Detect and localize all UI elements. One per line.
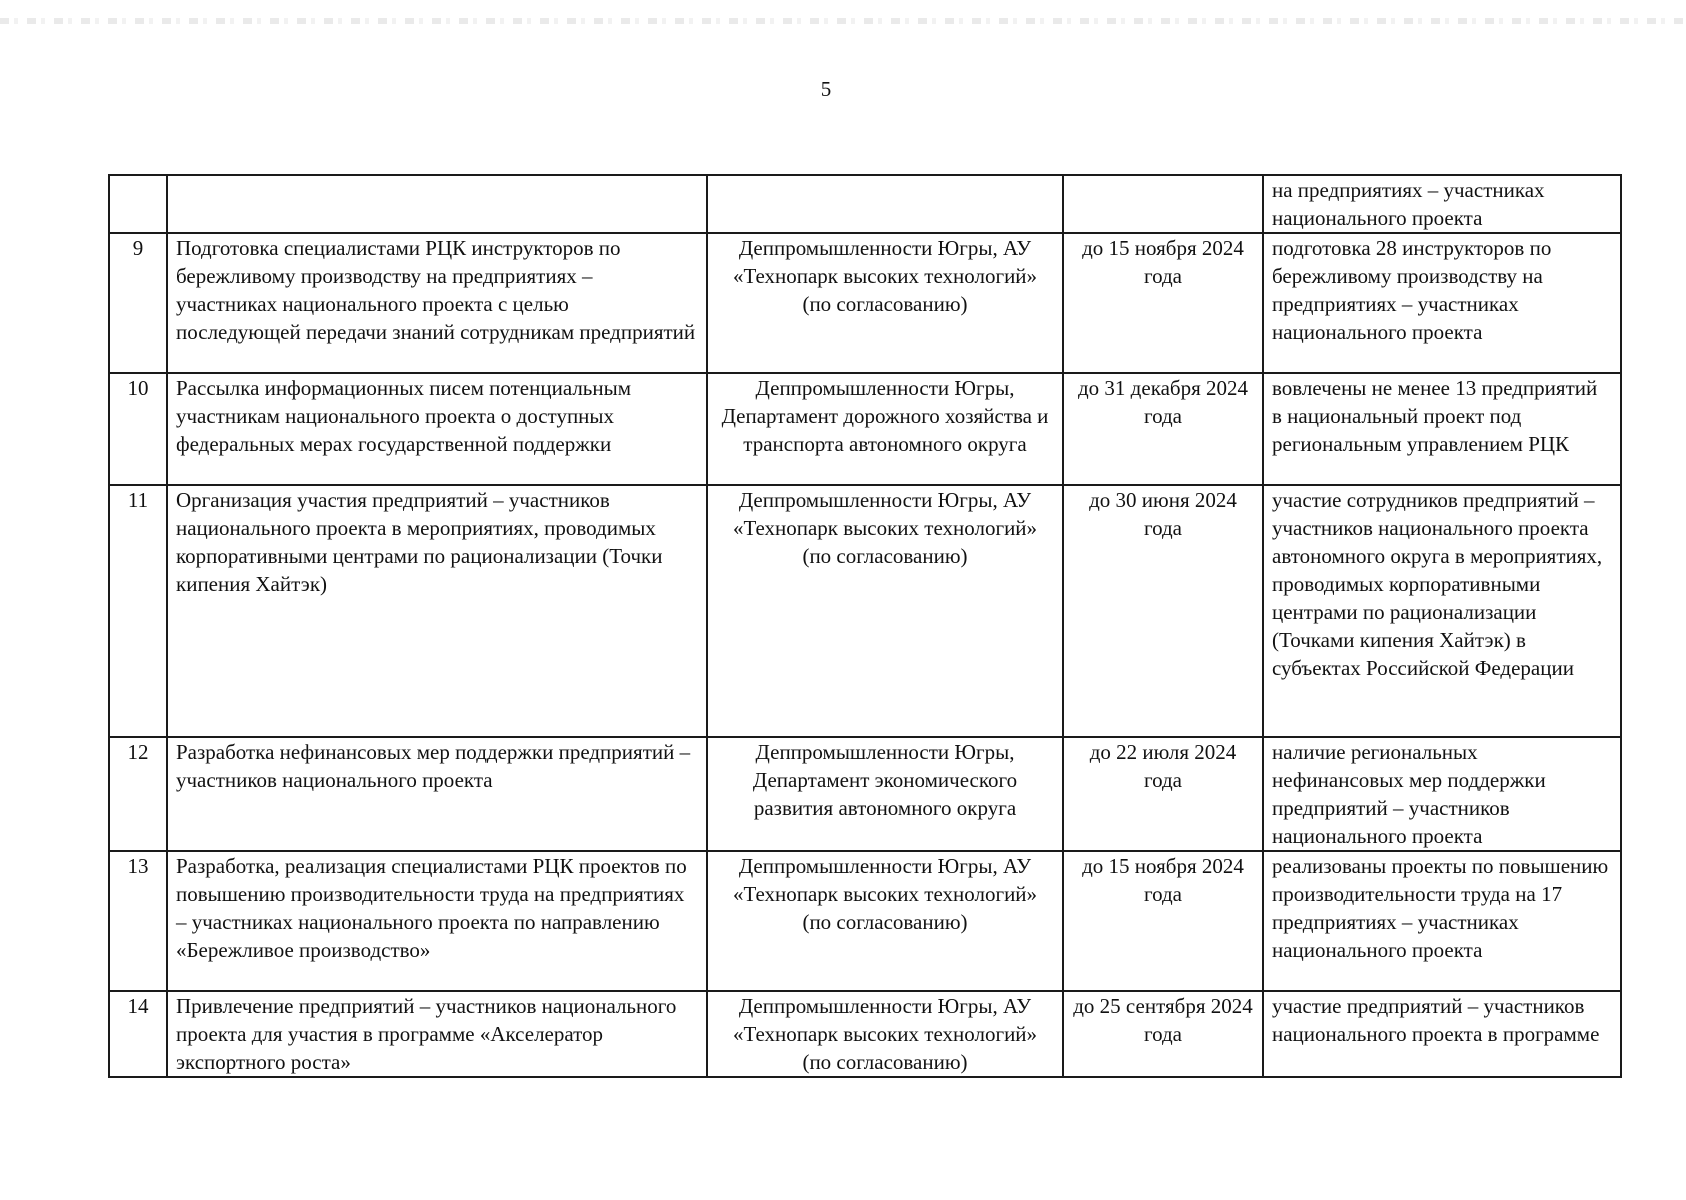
deadline-cell: до 15 ноября 2024 года — [1063, 233, 1263, 373]
table-row — [109, 851, 1621, 991]
deadline-cell: до 22 июля 2024 года — [1063, 737, 1263, 851]
row-number: 12 — [109, 737, 167, 851]
result-cell: участие сотрудников предприятий – участников национального проекта автономного округа в мероприятиях, проводимых корпоративными центрами по рационализации (Точками кипения Хайтэк) в субъектах Российской Федерации — [1263, 485, 1621, 737]
event-cell: Рассылка информационных писем потенциальным участникам национального проекта о доступных федеральных мерах государственной поддержки — [167, 373, 707, 485]
event-cell — [167, 175, 707, 233]
responsible-cell: Деппромышленности Югры, Департамент экономического развития автономного округа — [707, 737, 1063, 851]
result-cell: на предприятиях – участниках национального проекта — [1263, 175, 1621, 233]
table-row — [109, 737, 1621, 851]
row-number: 10 — [109, 373, 167, 485]
event-cell: Разработка, реализация специалистами РЦК проектов по повышению производительности труда на предприятиях – участниках национального проекта по направлению «Бережливое производство» — [167, 851, 707, 991]
event-cell: Подготовка специалистами РЦК инструкторов по бережливому производству на предприятиях – участниках национального проекта с целью последующей передачи знаний сотрудникам предприятий — [167, 233, 707, 373]
deadline-cell: до 30 июня 2024 года — [1063, 485, 1263, 737]
responsible-cell: Деппромышленности Югры, АУ «Технопарк высоких технологий» (по согласованию) — [707, 991, 1063, 1077]
event-cell: Организация участия предприятий – участников национального проекта в мероприятиях, проводимых корпоративными центрами по рационализации (Точки кипения Хайтэк) — [167, 485, 707, 737]
page-number: 5 — [820, 77, 832, 101]
responsible-cell: Деппромышленности Югры, Департамент дорожного хозяйства и транспорта автономного округа — [707, 373, 1063, 485]
scan-edge-artifact — [0, 18, 1686, 24]
measures-table — [108, 174, 1622, 1078]
responsible-cell: Деппромышленности Югры, АУ «Технопарк высоких технологий» (по согласованию) — [707, 233, 1063, 373]
result-cell: реализованы проекты по повышению производительности труда на 17 предприятиях – участниках национального проекта — [1263, 851, 1621, 991]
table-row — [109, 175, 1621, 233]
row-number: 11 — [109, 485, 167, 737]
result-cell: подготовка 28 инструкторов по бережливому производству на предприятиях – участниках национального проекта — [1263, 233, 1621, 373]
responsible-cell: Деппромышленности Югры, АУ «Технопарк высоких технологий» (по согласованию) — [707, 851, 1063, 991]
responsible-cell: Деппромышленности Югры, АУ «Технопарк высоких технологий» (по согласованию) — [707, 485, 1063, 737]
row-number: 14 — [109, 991, 167, 1077]
table-row — [109, 233, 1621, 373]
result-cell: вовлечены не менее 13 предприятий в национальный проект под региональным управлением РЦК — [1263, 373, 1621, 485]
event-cell: Разработка нефинансовых мер поддержки предприятий – участников национального проекта — [167, 737, 707, 851]
deadline-cell: до 15 ноября 2024 года — [1063, 851, 1263, 991]
event-cell: Привлечение предприятий – участников национального проекта для участия в программе «Акселератор экспортного роста» — [167, 991, 707, 1077]
deadline-cell — [1063, 175, 1263, 233]
table-row — [109, 485, 1621, 737]
responsible-cell — [707, 175, 1063, 233]
table-row — [109, 373, 1621, 485]
row-number: 9 — [109, 233, 167, 373]
result-cell: наличие региональных нефинансовых мер поддержки предприятий – участников национального проекта — [1263, 737, 1621, 851]
row-number: 13 — [109, 851, 167, 991]
deadline-cell: до 31 декабря 2024 года — [1063, 373, 1263, 485]
result-cell: участие предприятий – участников национального проекта в программе — [1263, 991, 1621, 1077]
row-number — [109, 175, 167, 233]
deadline-cell: до 25 сентября 2024 года — [1063, 991, 1263, 1077]
table-row — [109, 991, 1621, 1077]
